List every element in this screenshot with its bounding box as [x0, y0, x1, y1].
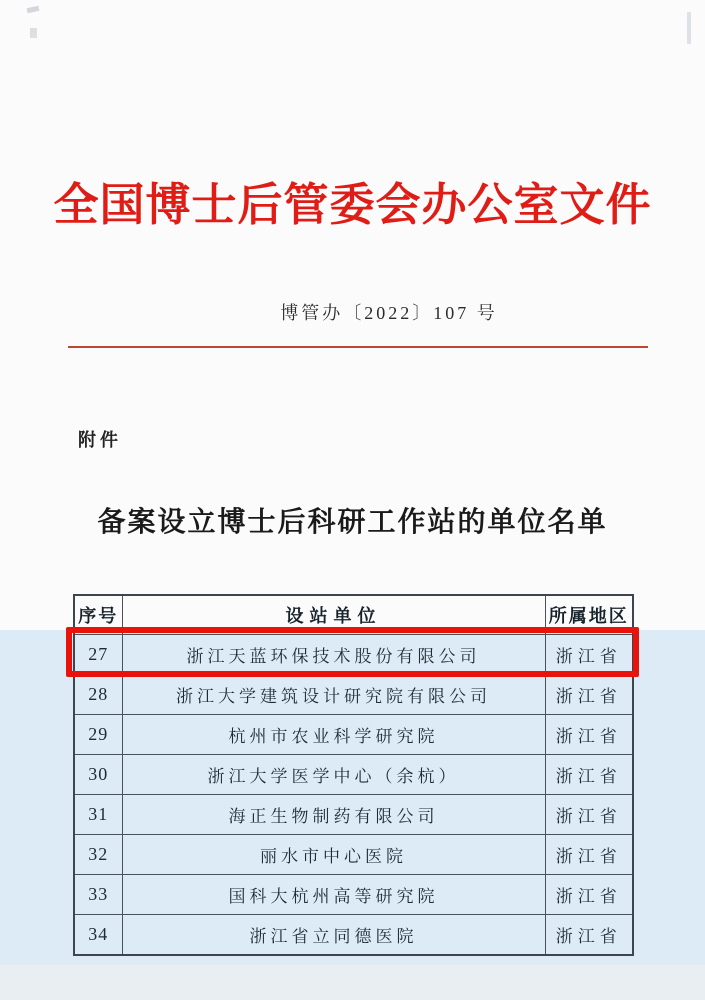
row-unit-cell: 浙江省立同德医院 [122, 915, 545, 956]
scan-artifact [27, 6, 40, 13]
row-serial-cell: 29 [74, 715, 122, 755]
row-region-cell: 浙江省 [545, 795, 633, 835]
red-divider-rule [68, 346, 648, 348]
row-unit-cell: 浙江大学建筑设计研究院有限公司 [122, 675, 545, 715]
scan-tint-band-bottom [0, 965, 705, 1000]
row-serial-cell: 28 [74, 675, 122, 715]
list-subtitle: 备案设立博士后科研工作站的单位名单 [97, 507, 608, 538]
row-region-cell: 浙江省 [545, 715, 633, 755]
row-region-cell: 浙江省 [545, 635, 633, 675]
table-row [74, 795, 633, 835]
row-unit-cell: 国科大杭州高等研究院 [122, 875, 545, 915]
header-unit-name: 设站单位 [122, 595, 545, 635]
row-unit-cell: 海正生物制药有限公司 [122, 795, 545, 835]
document-title: 全国博士后管委会办公室文件 [53, 180, 652, 230]
header-serial-number: 序号 [74, 595, 122, 635]
row-unit-cell: 浙江天蓝环保技术股份有限公司 [122, 635, 545, 675]
table-row [74, 715, 633, 755]
row-region-cell: 浙江省 [545, 755, 633, 795]
table-row [74, 675, 633, 715]
row-region-cell: 浙江省 [545, 675, 633, 715]
document-number: 博管办〔2022〕107 号 [280, 303, 498, 323]
row-serial-cell: 32 [74, 835, 122, 875]
table-row [74, 875, 633, 915]
row-region-cell: 浙江省 [545, 915, 633, 956]
table-body [74, 635, 633, 956]
row-region-cell: 浙江省 [545, 875, 633, 915]
row-serial-cell: 33 [74, 875, 122, 915]
highlight-box-row-27 [66, 627, 639, 677]
table-row [74, 835, 633, 875]
attachment-label: 附件 [78, 430, 122, 450]
row-unit-cell: 杭州市农业科学研究院 [122, 715, 545, 755]
row-serial-cell: 34 [74, 915, 122, 956]
header-region: 所属地区 [545, 595, 633, 635]
scan-artifact [30, 28, 37, 38]
row-serial-cell: 31 [74, 795, 122, 835]
table-row [74, 915, 633, 956]
table-row [74, 755, 633, 795]
scan-artifact [687, 12, 691, 44]
row-serial-cell: 27 [74, 635, 122, 675]
row-serial-cell: 30 [74, 755, 122, 795]
row-unit-cell: 丽水市中心医院 [122, 835, 545, 875]
row-region-cell: 浙江省 [545, 835, 633, 875]
row-unit-cell: 浙江大学医学中心（余杭） [122, 755, 545, 795]
